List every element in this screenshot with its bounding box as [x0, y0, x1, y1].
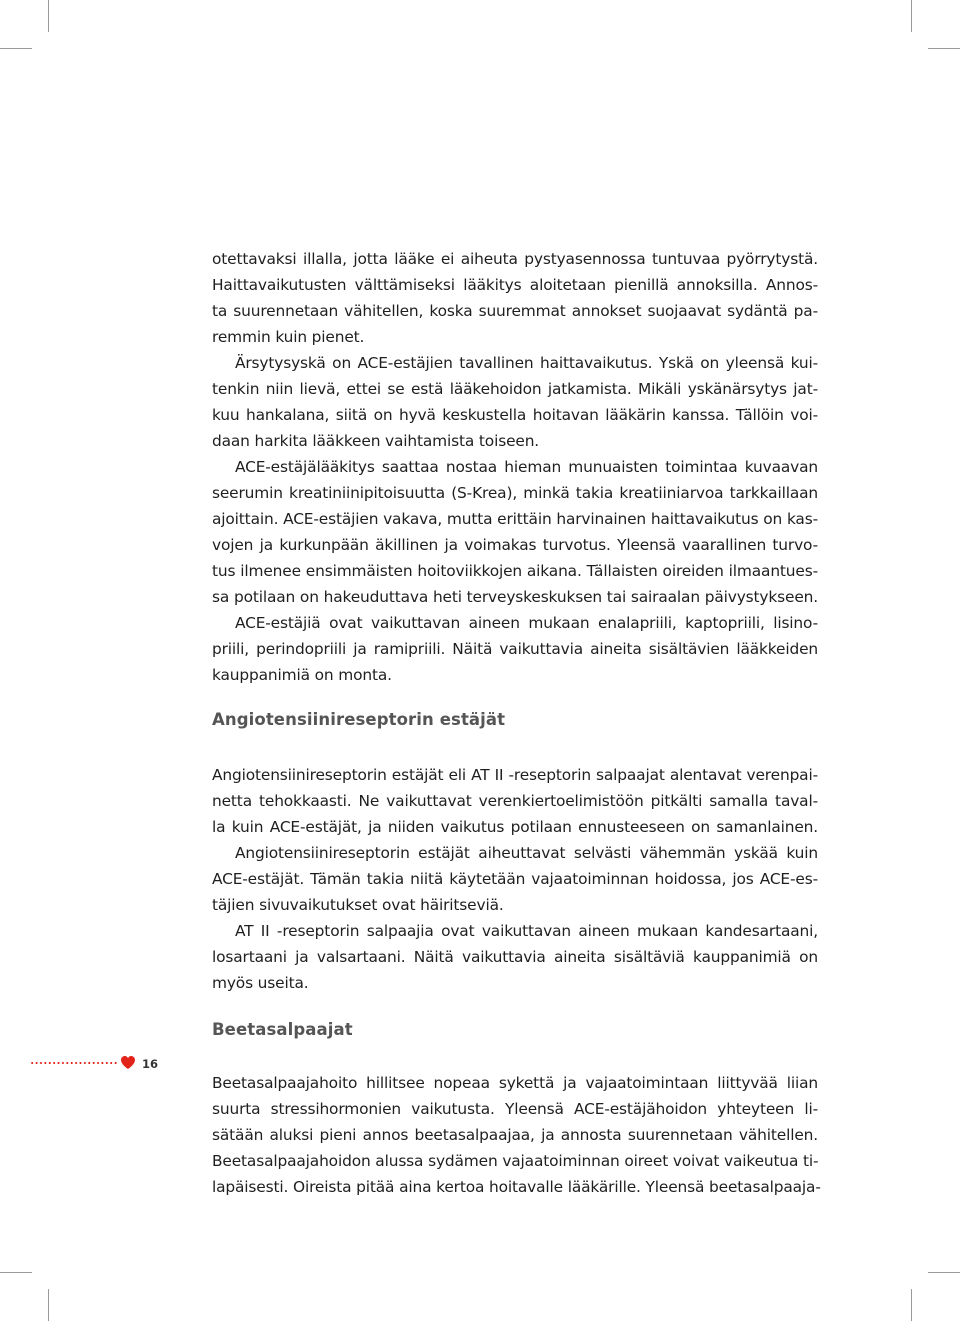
paragraph — [212, 350, 818, 454]
section-heading: Angiotensiinireseptorin estäjät — [212, 710, 506, 729]
text-line: seerumin kreatiniinipitoisuutta (S-Krea), minkä takia kreatiiniarvoa tarkkaillaan — [212, 484, 818, 502]
text-line: losartaani ja valsartaani. Näitä vaikuttavia aineita sisältäviä kauppanimiä on — [212, 948, 818, 966]
dotted-rule — [30, 1062, 118, 1064]
paragraph — [212, 454, 818, 610]
crop-mark — [48, 0, 49, 32]
heart-icon — [120, 1055, 136, 1070]
paragraph — [212, 1070, 821, 1200]
text-line: myös useita. — [212, 974, 309, 992]
text-line: ta suurennetaan vähitellen, koska suuremmat annokset suojaavat sydäntä pa- — [212, 302, 818, 320]
text-line: Ärsytysyskä on ACE-estäjien tavallinen haittavaikutus. Yskä on yleensä kui- — [235, 354, 818, 372]
paragraph — [212, 918, 818, 996]
text-line: remmin kuin pienet. — [212, 328, 365, 346]
text-line: Beetasalpaajahoidon alussa sydämen vajaatoiminnan oireet voivat vaikeutua ti- — [212, 1152, 819, 1170]
crop-mark — [911, 0, 912, 32]
text-line: kuu hankalana, siitä on hyvä keskustella hoitavan lääkärin kanssa. Tällöin voi- — [212, 406, 818, 424]
section-heading: Beetasalpaajat — [212, 1020, 353, 1039]
paragraph — [212, 762, 818, 840]
text-line: ajoittain. ACE-estäjien vakava, mutta erittäin harvinainen haittavaikutus on kas- — [212, 510, 818, 528]
crop-mark — [0, 48, 32, 49]
crop-mark — [928, 48, 960, 49]
text-line: sa potilaan on hakeuduttava heti terveyskeskuksen tai sairaalan päivystykseen. — [212, 588, 818, 606]
text-line: daan harkita lääkkeen vaihtamista toiseen. — [212, 432, 540, 450]
text-line: ACE-estäjiä ovat vaikuttavan aineen mukaan enalapriili, kaptopriili, lisino- — [235, 614, 818, 632]
paragraph — [212, 840, 818, 918]
text-line: priili, perindopriili ja ramipriili. Näitä vaikuttavia aineita sisältävien lääkkeiden — [212, 640, 818, 658]
text-line: suurta stressihormonien vaikutusta. Yleensä ACE-estäjähoidon yhteyteen li- — [212, 1100, 818, 1118]
text-line: täjien sivuvaikutukset ovat häiritseviä. — [212, 896, 504, 914]
text-line: Angiotensiinireseptorin estäjät eli AT II -reseptorin salpaajat alentavat verenpai- — [212, 766, 818, 784]
text-line: lapäisesti. Oireista pitää aina kertoa hoitavalle lääkärille. Yleensä beetasalpaaja- — [212, 1178, 821, 1196]
text-line: ACE-estäjälääkitys saattaa nostaa hieman munuaisten toimintaa kuvaavan — [235, 458, 818, 476]
text-line: kauppanimiä on monta. — [212, 666, 392, 684]
paragraph — [212, 246, 818, 350]
crop-mark — [911, 1289, 912, 1321]
crop-mark — [48, 1289, 49, 1321]
text-line: AT II -reseptorin salpaajia ovat vaikuttavan aineen mukaan kandesartaani, — [235, 922, 818, 940]
page-number: 16 — [142, 1057, 159, 1071]
text-line: otettavaksi illalla, jotta lääke ei aiheuta pystyasennossa tuntuvaa pyörrytystä. — [212, 250, 818, 268]
text-line: Haittavaikutusten välttämiseksi lääkitys aloitetaan pienillä annoksilla. Annos- — [212, 276, 818, 294]
text-line: netta tehokkaasti. Ne vaikuttavat verenkiertoelimistöön pitkälti samalla taval- — [212, 792, 818, 810]
text-line: tenkin niin lievä, ettei se estä lääkehoidon jatkamista. Mikäli yskänärsytys jat- — [212, 380, 818, 398]
text-line: la kuin ACE-estäjät, ja niiden vaikutus potilaan ennusteeseen on samanlainen. — [212, 818, 818, 836]
text-line: ACE-estäjät. Tämän takia niitä käytetään vajaatoiminnan hoidossa, jos ACE-es- — [212, 870, 818, 888]
crop-mark — [0, 1272, 32, 1273]
text-line: vojen ja kurkunpään äkillinen ja voimakas turvotus. Yleensä vaarallinen turvo- — [212, 536, 818, 554]
text-line: tus ilmenee ensimmäisten hoitoviikkojen aikana. Tällaisten oireiden ilmaantues- — [212, 562, 818, 580]
text-line: Angiotensiinireseptorin estäjät aiheuttavat selvästi vähemmän yskää kuin — [235, 844, 818, 862]
text-line: Beetasalpaajahoito hillitsee nopeaa sykettä ja vajaatoimintaan liittyvää liian — [212, 1074, 818, 1092]
page-folio — [30, 1051, 170, 1075]
paragraph — [212, 610, 818, 688]
text-line: sätään aluksi pieni annos beetasalpaajaa, ja annosta suurennetaan vähitellen. — [212, 1126, 818, 1144]
crop-mark — [928, 1272, 960, 1273]
